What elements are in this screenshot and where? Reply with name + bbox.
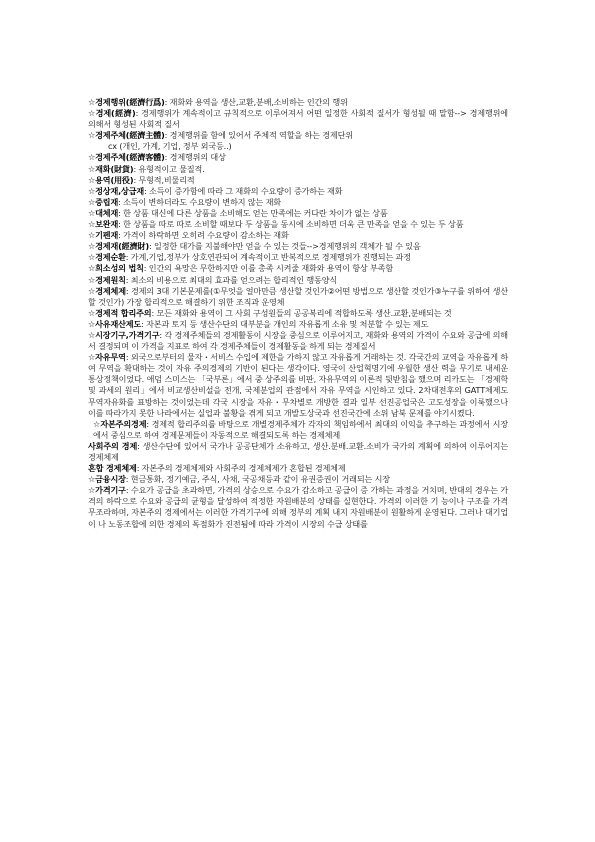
entry-description: : 소득이 증가함에 따라 그 재화의 수요량이 증가하는 재화: [144, 185, 343, 196]
entry-description: : 소득이 변하더라도 수요량이 변하지 않는 재화: [118, 196, 281, 207]
entry-description: : 수요가 공급을 초과하면, 가격의 상승으로 수요가 감소하고 공급이 증 가하는 과정을 거치며, 반대의 경우는 가격의 하락으로 수요와 공급의 균형을 달성하여 적정한 자원배분의 상태를 실현한다. 가격의 이러한 기 능이나 구조를 가격무조라하며, 자본주의 경제에서는 이러한 가격기구에 의해 정부의 계획 내지 자원배분이 원활하게 운영된다. 그러나 대기업이 나 노동조합에 의한 경제의 독점화가 진전됨에 따라 가격이 시장의 수급 상태를: [88, 485, 509, 529]
definition-entry: [88, 474, 508, 485]
entry-term: ☆가격기구: [88, 485, 126, 496]
entry-term: ☆자본주의경제: [93, 418, 147, 429]
entry-term: ☆재화(財貨): [88, 163, 134, 174]
definition-entry: [88, 97, 508, 108]
definition-entry: [88, 319, 508, 330]
definition-entry: [88, 108, 508, 130]
definition-entry: [88, 141, 508, 152]
entry-description: : 현금통화, 정기예금, 주식, 사채, 국공채등과 같이 유권증권이 거래되는 시장: [125, 474, 390, 485]
entry-description: : 생산수단에 있어서 국가나 공공단체가 소유하고, 생산.분배.교환.소비가 국가의 계획에 의하여 이루어지는 경제체제: [88, 440, 508, 462]
entry-term: ☆경제체제: [88, 285, 126, 296]
entry-term: ☆희소성의 법칙: [88, 263, 144, 274]
entry-description: : 경제적 합리주의를 바탕으로 개별경제주체가 각자의 책임하에서 최대의 이익을 추구하는 과정에서 시장에서 중심으로 하여 경제문제들이 자동적으로 해결되도록 하는 경제체제: [93, 418, 508, 440]
entry-term: ☆정상재,상급재: [88, 185, 145, 196]
definition-entry: [88, 275, 508, 286]
entry-term: ☆대체재: [88, 207, 119, 218]
entry-term: ☆보완재: [88, 219, 119, 230]
definition-entry: [88, 441, 508, 463]
entry-term: ☆경제주체(經濟主體): [88, 130, 165, 141]
entry-description: : 모든 재화와 용역이 그 사회 구성원들의 공공복리에 적합하도록 생산.교환,분배되는 것: [151, 307, 452, 318]
definition-entry: [88, 463, 508, 474]
entry-description: : 한 상품을 따로 따로 소비할 때보다 두 상품을 동시에 소비하면 더욱 큰 만족을 얻을 수 있는 두 상품: [118, 219, 464, 230]
definition-entry: [88, 164, 508, 175]
definition-entry: [88, 130, 508, 141]
entry-term: ☆사유재산제도: [88, 318, 142, 329]
definition-entry: [88, 175, 508, 186]
entry-description: : 유형적이고 물질적.: [133, 163, 205, 174]
entry-term: 혼합 경제체제: [88, 463, 137, 474]
entry-term: 사회주의 경제: [88, 440, 138, 451]
definition-entry: [88, 241, 508, 252]
definition-entry: [88, 286, 508, 308]
definition-entry: [88, 419, 508, 441]
definition-entry: [88, 230, 508, 241]
entry-description: cx (개인, 가계, 기업, 정부 외국등..): [108, 141, 232, 152]
entry-term: ☆경제재(經濟財): [88, 241, 150, 252]
entry-term: ☆중립재: [88, 196, 119, 207]
definition-entry: [88, 252, 508, 263]
definition-entry: [88, 186, 508, 197]
definition-entry: [88, 330, 508, 352]
entry-term: ☆용역(用役): [88, 174, 134, 185]
entry-description: : 외국으로부터의 물자・서비스 수입에 제한을 가하지 않고 자유롭게 거래하는 것. 각국간의 교역을 자유롭게 하여 무역을 확대하는 것이 자유 주의경제의 기반이 된다는 생각이다. 영국이 산업혁명기에 우월한 생산 력을 무기로 내세운 통상정책이었다. 애덤 스미스는 「국부론」에서 중 상주의를 비판, 자유무역의 이론적 뒷받침을 했으며 리카도는 「경제학 및 과세의 원리」에서 비교생산비설을 전개, 국제분업의 관점에서 자유 무역을 시인하고 있다. 2차대전후의 GATT체제도 무역자유화를 표방하는 것이었는데 각국 시장을 자유・무차별로 개방한 결과 일부 선진공업국은 고도성장을 이룩했으나 이를 따라가지 못한 나라에서는 실업과 불황을 겪게 되고 개발도상국과 선진국간에 소위 남북 문제를 야기시켰다.: [88, 352, 508, 418]
entry-description: : 일정한 대가를 지불해야만 얻을 수 있는 것들-->경제행위의 객체가 될 수 있음: [149, 241, 421, 252]
entry-description: : 자본주의 경제체제와 사회주의 경제체제가 혼합된 경제체제: [136, 463, 346, 474]
entry-term: ☆경제주체(經濟客體): [88, 152, 165, 163]
definition-entry: [88, 308, 508, 319]
entry-description: : 재화와 용역을 생산,교환,분배,소비하는 인간의 행위: [164, 97, 348, 107]
definition-entry: [88, 208, 508, 219]
definition-entry: [88, 197, 508, 208]
entry-description: : 자본과 토지 등 생산수단의 대부분을 개인의 자유롭게 소유 및 처분할 수 있는 제도: [141, 318, 429, 329]
entry-description: : 경제행위의 대상: [164, 152, 226, 163]
entry-term: ☆기펜재: [88, 230, 119, 241]
entry-term: ☆시장기구,가격기구: [88, 329, 160, 340]
entry-term: ☆경제(經濟): [88, 108, 136, 119]
entry-description: : 무형적,비물리적: [133, 174, 195, 185]
entry-description: : 인간의 욕망은 무한하지만 이를 총족 시켜줄 재화와 용역이 항상 부족함: [143, 263, 393, 274]
entry-description: : 한 상품 대신에 다른 상품을 소비해도 얻는 만족에는 커다란 차이가 없는 상품: [118, 207, 388, 218]
entry-term: ☆경제적 합리주의: [88, 307, 152, 318]
entry-description: : 각 경제주체들의 경제활동이 시장을 중심으로 이루어지고, 재화와 용역의 가격이 수요와 공급에 의해서 결정되며 이 가격을 지표로 하여 각 경제주체들이 경제활동을 하게 되는 경제질서: [88, 329, 508, 352]
entry-description: : 가격이 하락하면 오히려 수요량이 감소하는 재화: [118, 230, 289, 241]
entry-description: : 경제의 3대 기본문제를(①무엇을 얼마만큼 생산할 것인가②어떤 방법으로 생산할 것인가③누구를 위하여 생산할 것인가) 가장 합리적으로 해결하기 위한 조직과 운영체: [88, 285, 509, 307]
entry-term: ☆금융시장: [88, 474, 126, 485]
entry-description: : 경제행위를 함에 있어서 주체적 역할을 하는 경제단위: [164, 130, 353, 141]
definition-entry: [88, 219, 508, 230]
entry-description: : 가계,기업,정부가 상호연관되어 계속적이고 반복적으로 경제행위가 진행되는 과정: [125, 252, 411, 263]
entry-term: ☆경제순환: [88, 252, 126, 263]
document-body: [88, 97, 508, 530]
definition-entry: [88, 263, 508, 274]
entry-term: ☆자유무역: [88, 352, 126, 363]
entry-term: ☆경제행위(經濟行爲): [88, 97, 165, 107]
definition-entry: [88, 485, 508, 529]
entry-term: ☆경제원칙: [88, 274, 126, 285]
entry-description: : 경제행위가 계속적이고 규칙적으로 이루어져서 어떤 일정한 사회적 질서가 형성될 때 말함--> 경제행위에 의해서 형성된 사회적 질서: [88, 108, 508, 130]
definition-entry: [88, 152, 508, 163]
definition-entry: [88, 352, 508, 419]
entry-description: : 최소의 비용으로 최대의 효과를 얻으려는 합리적인 행동양식: [125, 274, 338, 285]
